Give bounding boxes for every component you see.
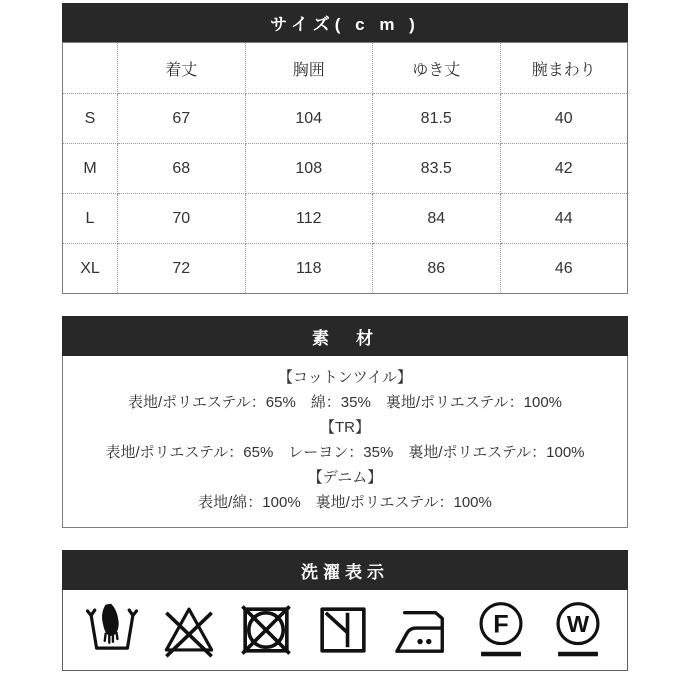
size-row-m [63, 144, 628, 194]
dry-clean-letter: F [493, 610, 510, 639]
size-row-s [63, 94, 628, 144]
material-fabric-name: 【デニム】 [307, 469, 383, 486]
size-label: M [63, 144, 118, 194]
care-label-section [62, 550, 628, 671]
size-value: 70 [118, 194, 246, 244]
size-value: 42 [500, 144, 628, 194]
size-value: 67 [118, 94, 246, 144]
hand-wash-icon [83, 601, 141, 659]
size-value: 40 [500, 94, 628, 144]
material-section-header [62, 316, 628, 356]
size-label: L [63, 194, 118, 244]
size-value: 72 [118, 244, 246, 294]
size-row-xl [63, 244, 628, 294]
size-value: 86 [373, 244, 501, 294]
size-value: 81.5 [373, 94, 501, 144]
wet-clean-w-gentle-icon [549, 599, 607, 661]
material-section-title: 素 材 [312, 328, 378, 348]
material-fabric-name: 【コットンツイル】 [278, 369, 412, 386]
size-value: 112 [245, 194, 373, 244]
size-value: 83.5 [373, 144, 501, 194]
size-column-header: 着丈 [118, 43, 246, 94]
do-not-bleach-icon [160, 601, 218, 659]
size-table-corner-cell [63, 43, 118, 94]
size-value: 44 [500, 194, 628, 244]
material-section [62, 316, 628, 528]
care-section-title: 洗濯表示 [301, 562, 389, 582]
material-composition: 表地/ポリエステル：65% レーヨン：35% 裏地/ポリエステル：100% [105, 444, 585, 461]
size-section-header [62, 3, 628, 42]
size-column-header: ゆき丈 [373, 43, 501, 94]
size-table-header-row [63, 43, 628, 94]
size-value: 104 [245, 94, 373, 144]
dry-clean-f-gentle-icon [472, 599, 530, 661]
material-fabric-name: 【TR】 [320, 419, 370, 436]
size-chart-section [62, 3, 628, 294]
size-column-header: 腕まわり [500, 43, 628, 94]
iron-medium-heat-icon [391, 603, 453, 657]
size-value: 84 [373, 194, 501, 244]
do-not-tumble-dry-icon [237, 601, 295, 659]
material-details [63, 356, 627, 527]
size-value: 68 [118, 144, 246, 194]
line-dry-in-shade-icon [314, 601, 372, 659]
material-composition: 表地/ポリエステル：65% 綿：35% 裏地/ポリエステル：100% [127, 394, 563, 411]
size-label: XL [63, 244, 118, 294]
size-value: 118 [245, 244, 373, 294]
size-value: 108 [245, 144, 373, 194]
care-symbols-row [63, 590, 627, 670]
size-row-l [63, 194, 628, 244]
size-label: S [63, 94, 118, 144]
size-value: 46 [500, 244, 628, 294]
size-column-header: 胸囲 [245, 43, 373, 94]
size-section-title: サイズ( c m ) [270, 15, 420, 34]
care-section-header [62, 550, 628, 590]
size-table [62, 42, 628, 294]
wet-clean-letter: W [567, 610, 590, 637]
material-composition: 表地/綿：100% 裏地/ポリエステル：100% [198, 494, 492, 511]
